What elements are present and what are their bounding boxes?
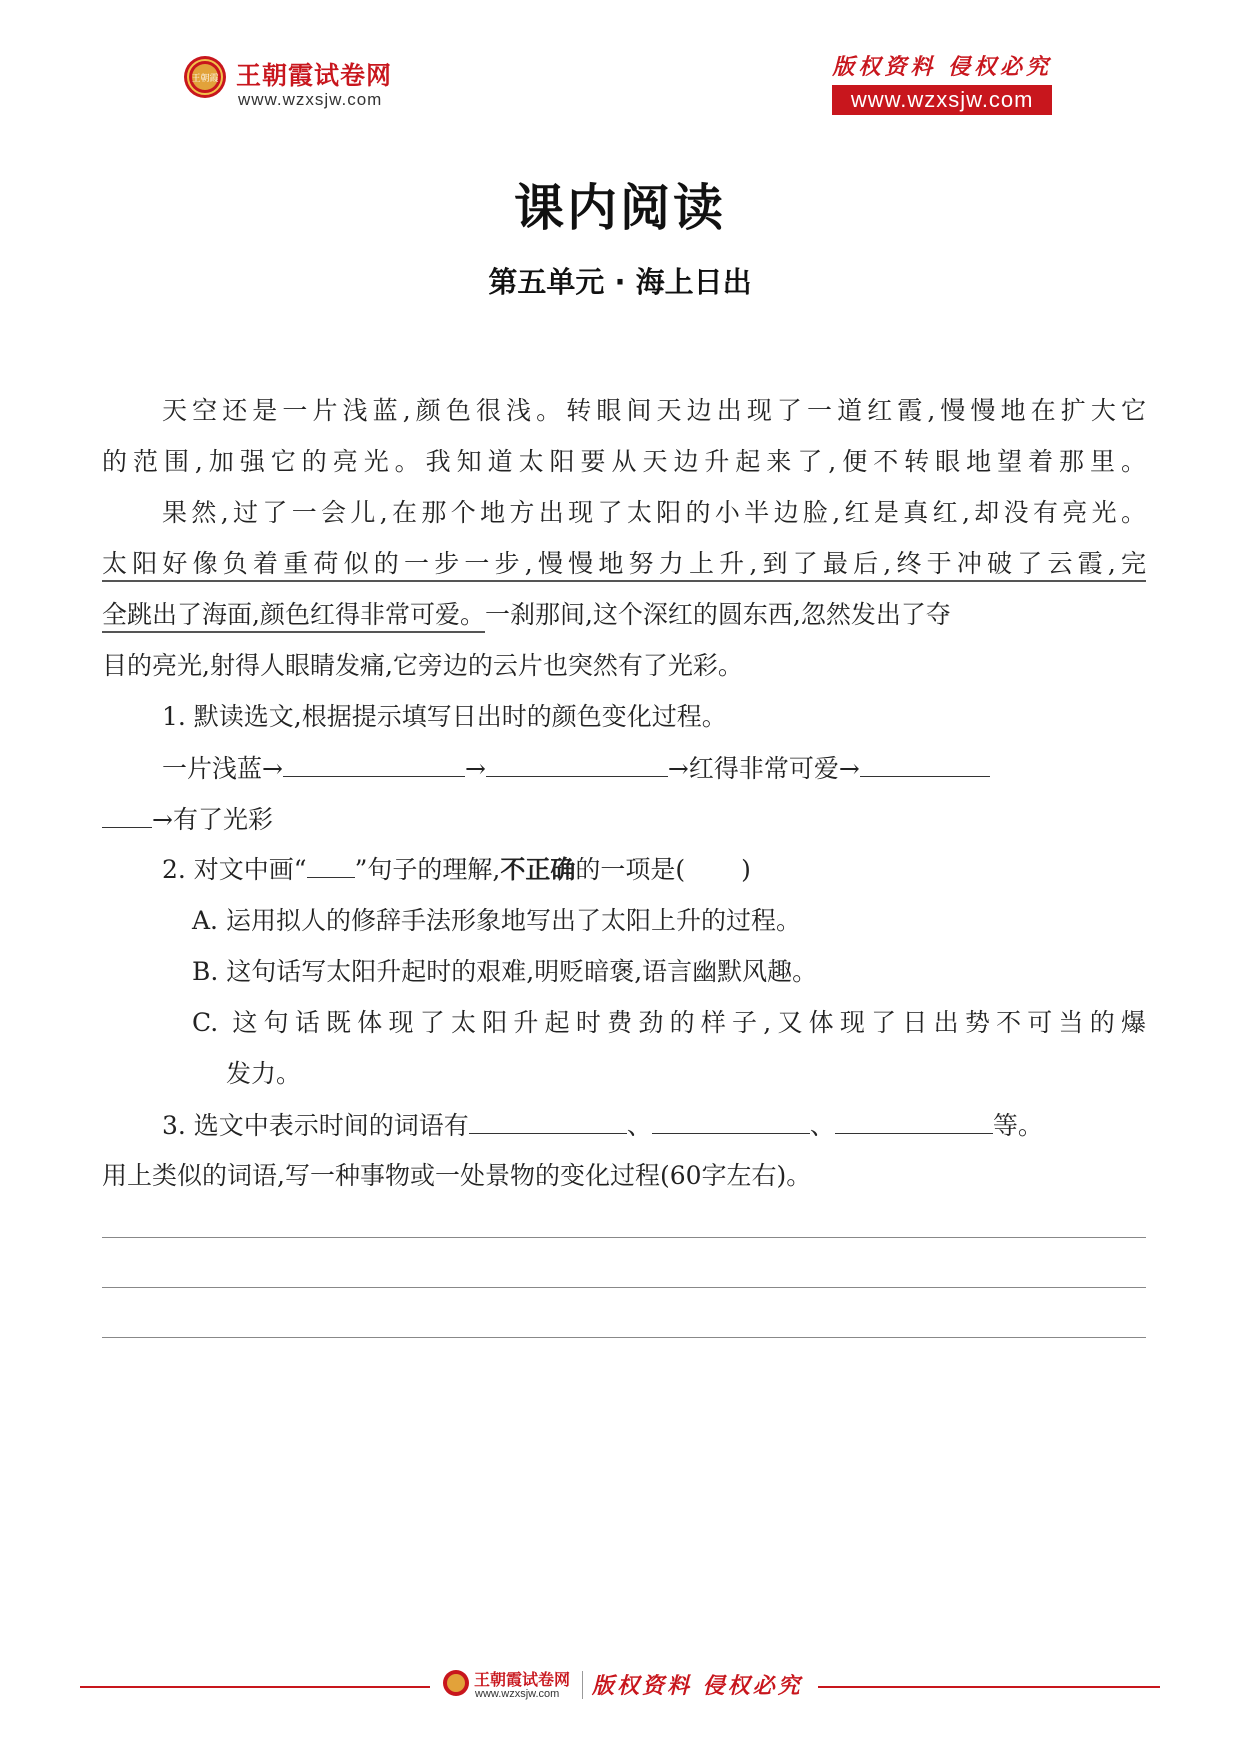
underlined-sentence: 太阳好像负着重荷似的一步一步,慢慢地努力上升,到了最后,终于冲破了云霞,完 [102, 549, 1146, 582]
q3-text: 等。 [992, 1111, 1043, 1140]
answer-line[interactable] [102, 1287, 1146, 1288]
footer [0, 1665, 1240, 1705]
question-1: 1. 默读选文,根据提示填写日出时的颜色变化过程。 [162, 702, 727, 731]
underline-marker [307, 851, 355, 878]
passage-line: 果然,过了一会儿,在那个地方出现了太阳的小半边脸,红是真红,却没有亮光。 [162, 498, 1146, 527]
q2-text: 的一项是( [575, 855, 686, 884]
answer-blank[interactable] [835, 1099, 993, 1134]
passage-line: 天空还是一片浅蓝,颜色很浅。转眼间天边出现了一道红霞,慢慢地在扩大它 [162, 396, 1146, 425]
svg-text:王朝霞: 王朝霞 [191, 74, 219, 84]
answer-line[interactable] [102, 1337, 1146, 1338]
option-c-cont: 发力。 [226, 1059, 302, 1088]
q1-prompt-mid: →红得非常可爱→ [667, 754, 860, 783]
answer-line[interactable] [102, 1237, 1146, 1238]
passage-line: 目的亮光,射得人眼睛发痛,它旁边的云片也突然有了光彩。 [102, 651, 743, 680]
answer-blank[interactable] [652, 1099, 810, 1134]
page-subtitle: 第五单元 · 海上日出 [488, 265, 752, 299]
seal-icon [182, 54, 228, 100]
passage-line: 的范围,加强它的亮光。我知道太阳要从天边升起来了,便不转眼地望着那里。 [102, 447, 1146, 476]
option-a: A. 运用拟人的修辞手法形象地写出了太阳上升的过程。 [192, 906, 801, 935]
q1-prompt-start: 一片浅蓝→ [162, 754, 283, 783]
answer-blank[interactable] [469, 1099, 627, 1134]
page-title: 课内阅读 [514, 179, 726, 237]
q2-text: ) [741, 855, 751, 884]
footer-logo [442, 1667, 582, 1703]
passage-text: 一刹那间,这个深红的圆东西,忽然发出了夺 [484, 600, 951, 629]
footer-rule-right [818, 1686, 1160, 1688]
answer-blank[interactable] [860, 742, 990, 777]
q3-sep: 、 [626, 1111, 652, 1140]
footer-divider [582, 1671, 583, 1699]
question-2 [102, 844, 1146, 895]
q2-text: ”句子的理解, [354, 855, 501, 884]
question-1-fill-cont [102, 793, 1146, 844]
logo-name: 王朝霞试卷网 [236, 61, 393, 90]
answer-blank[interactable] [102, 793, 152, 828]
question-1-fill [102, 742, 1146, 793]
footer-logo-url: www.wzxsjw.com [475, 1688, 560, 1700]
answer-blank[interactable] [486, 742, 668, 777]
q3-sep: 、 [809, 1111, 835, 1140]
main-content [102, 385, 1146, 1201]
footer-logo-name: 王朝霞试卷网 [474, 1670, 571, 1689]
answer-blank[interactable] [283, 742, 465, 777]
copyright-url: www.wzxsjw.com [832, 85, 1052, 115]
q2-text: 2. 对文中画“ [162, 855, 307, 884]
copyright-stamp [832, 50, 1052, 115]
q1-prompt-end: →有了光彩 [152, 805, 273, 834]
passage-line [102, 589, 1146, 640]
q3-text: 3. 选文中表示时间的词语有 [162, 1111, 469, 1140]
footer-rule-left [80, 1686, 430, 1688]
question-3-cont: 用上类似的词语,写一种事物或一处景物的变化过程(60字左右)。 [102, 1161, 812, 1190]
question-3 [102, 1099, 1146, 1150]
footer-copyright: 版权资料 侵权必究 [592, 1673, 803, 1699]
q1-arrow: → [464, 754, 486, 783]
seal-icon [442, 1669, 470, 1697]
option-c: C. 这句话既体现了太阳升起时费劲的样子,又体现了日出势不可当的爆 [192, 1008, 1146, 1037]
passage-line [102, 538, 1146, 589]
copyright-text: 版权资料 侵权必究 [832, 54, 1052, 80]
underlined-sentence: 全跳出了海面,颜色红得非常可爱。 [102, 600, 485, 633]
option-b: B. 这句话写太阳升起时的艰难,明贬暗褒,语言幽默风趣。 [192, 957, 818, 986]
q2-emphasis: 不正确 [500, 855, 576, 884]
logo-url: www.wzxsjw.com [238, 90, 383, 109]
